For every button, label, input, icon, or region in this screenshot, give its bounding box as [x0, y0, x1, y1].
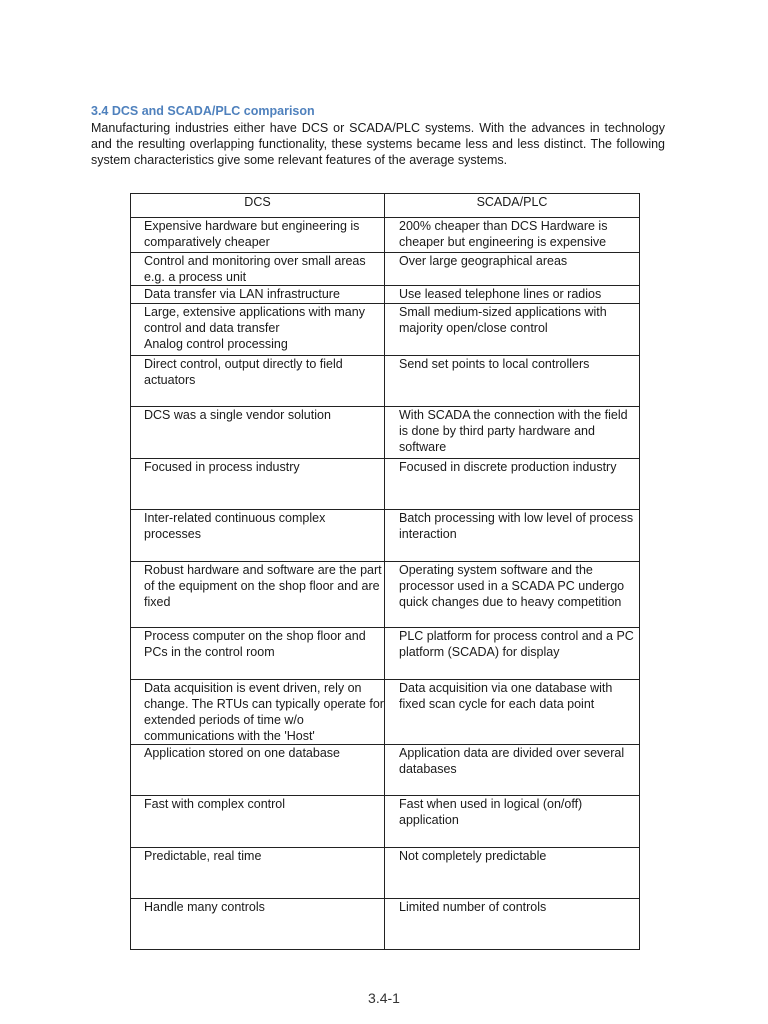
scada-cell: With SCADA the connection with the field is done by third party hardware and software	[385, 407, 640, 459]
scada-cell: Data acquisition via one database with fixed scan cycle for each data point	[385, 680, 640, 745]
dcs-cell: Large, extensive applications with many control and data transfer Analog control processing	[131, 304, 385, 356]
dcs-cell: Inter-related continuous complex processes	[131, 510, 385, 562]
dcs-cell: Process computer on the shop floor and PCs in the control room	[131, 628, 385, 680]
scada-cell: Use leased telephone lines or radios	[385, 286, 640, 304]
table-row	[131, 562, 640, 628]
scada-cell: Batch processing with low level of process interaction	[385, 510, 640, 562]
table-row	[131, 253, 640, 286]
table-row	[131, 218, 640, 253]
table-row	[131, 848, 640, 899]
page-number: 3.4-1	[368, 990, 400, 1006]
intro-paragraph: Manufacturing industries either have DCS or SCADA/PLC systems. With the advances in technology and the resulting overlapping functionality, these systems became less and less distinct. The following system characteristics give some relevant features of the average systems.	[91, 121, 665, 168]
table-header-row	[131, 194, 640, 218]
table-row	[131, 510, 640, 562]
scada-cell: Application data are divided over several databases	[385, 745, 640, 796]
table-row	[131, 796, 640, 848]
table-row	[131, 628, 640, 680]
table-row	[131, 286, 640, 304]
table-row	[131, 745, 640, 796]
section-heading: 3.4 DCS and SCADA/PLC comparison	[91, 104, 315, 118]
scada-cell: Limited number of controls	[385, 899, 640, 950]
dcs-cell: Direct control, output directly to field actuators	[131, 356, 385, 407]
comparison-table	[130, 193, 640, 950]
scada-cell: PLC platform for process control and a PC platform (SCADA) for display	[385, 628, 640, 680]
dcs-cell: Expensive hardware but engineering is comparatively cheaper	[131, 218, 385, 253]
dcs-cell: Data acquisition is event driven, rely on change. The RTUs can typically operate for extended periods of time w/o communications with the 'Host'	[131, 680, 385, 745]
dcs-cell: Focused in process industry	[131, 459, 385, 510]
dcs-cell: DCS was a single vendor solution	[131, 407, 385, 459]
scada-cell: Focused in discrete production industry	[385, 459, 640, 510]
scada-cell: Send set points to local controllers	[385, 356, 640, 407]
scada-cell: Fast when used in logical (on/off) application	[385, 796, 640, 848]
table-row	[131, 356, 640, 407]
table-row	[131, 407, 640, 459]
dcs-cell: Predictable, real time	[131, 848, 385, 899]
dcs-cell: Application stored on one database	[131, 745, 385, 796]
dcs-cell: Robust hardware and software are the part of the equipment on the shop floor and are fixed	[131, 562, 385, 628]
table-row	[131, 304, 640, 356]
scada-cell: Operating system software and the processor used in a SCADA PC undergo quick changes due to heavy competition	[385, 562, 640, 628]
table-row	[131, 459, 640, 510]
header-scada-plc: SCADA/PLC	[385, 194, 640, 218]
scada-cell: Small medium-sized applications with majority open/close control	[385, 304, 640, 356]
dcs-cell: Fast with complex control	[131, 796, 385, 848]
scada-cell: 200% cheaper than DCS Hardware is cheaper but engineering is expensive	[385, 218, 640, 253]
scada-cell: Not completely predictable	[385, 848, 640, 899]
table-row	[131, 680, 640, 745]
table-row	[131, 899, 640, 950]
dcs-cell: Data transfer via LAN infrastructure	[131, 286, 385, 304]
dcs-cell: Handle many controls	[131, 899, 385, 950]
header-dcs: DCS	[131, 194, 385, 218]
dcs-cell: Control and monitoring over small areas e.g. a process unit	[131, 253, 385, 286]
scada-cell: Over large geographical areas	[385, 253, 640, 286]
